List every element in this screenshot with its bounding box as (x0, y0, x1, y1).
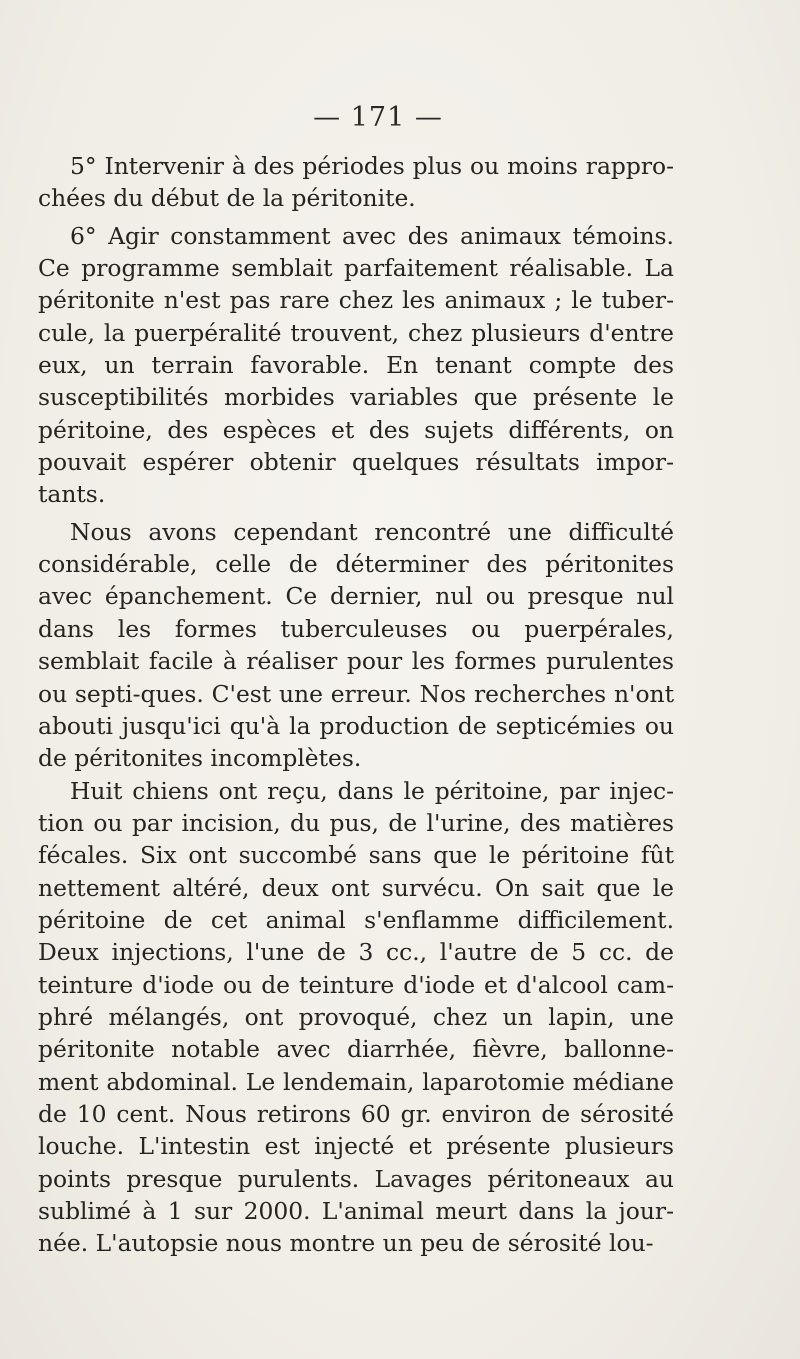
body-text (38, 150, 674, 1265)
page-number: — 171 — (313, 102, 443, 133)
paragraph-experiments: Huit chiens ont reçu, dans le péritoine, par injec-tion ou par incision, du pus, de l'urine, des matières fécales. Six ont succombé sans que le péritoine fût nettement altéré, deux ont survécu. On sait que le péritoine de cet animal s'enflamme difficilement. Deux injections, l'une de 3 cc., l'autre de 5 cc. de teinture d'iode ou de teinture d'iode et d'alcool cam-phré mélangés, ont provoqué, chez un lapin, une péritonite notable avec diarrhée, fièvre, ballonne-ment abdominal. Le lendemain, laparotomie médiane de 10 cent. Nous retirons 60 gr. environ de sérosité louche. L'intestin est injecté et présente plusieurs points presque purulents. Lavages péritoneaux au sublimé à 1 sur 2000. L'animal meurt dans la jour-née. L'autopsie nous montre un peu de sérosité lou- (38, 776, 674, 1258)
paragraph-item-6: 6° Agir constamment avec des animaux témoins. Ce programme semblait parfaitement réalisable. La péritonite n'est pas rare chez les animaux ; le tuber-cule, la puerpéralité trouvent, chez plusieurs d'entre eux, un terrain favorable. En tenant compte des susceptibilités morbides variables que présente le péritoine, des espèces et des sujets différents, on pouvait espérer obtenir quelques résultats impor-tants. (38, 221, 674, 509)
paragraph-item-5: 5° Intervenir à des périodes plus ou moins rappro-chées du début de la péritonite. (38, 152, 674, 213)
paragraph-difficulty: Nous avons cependant rencontré une difficulté considérable, celle de déterminer des péritonites avec épanchement. Ce dernier, nul ou presque nul dans les formes tuberculeuses ou puerpérales, semblait facile à réaliser pour les formes purulentes ou septi-ques. C'est une erreur. Nos recherches n'ont abouti jusqu'ici qu'à la production de septicémies ou de péritonites incomplètes. (38, 517, 674, 773)
